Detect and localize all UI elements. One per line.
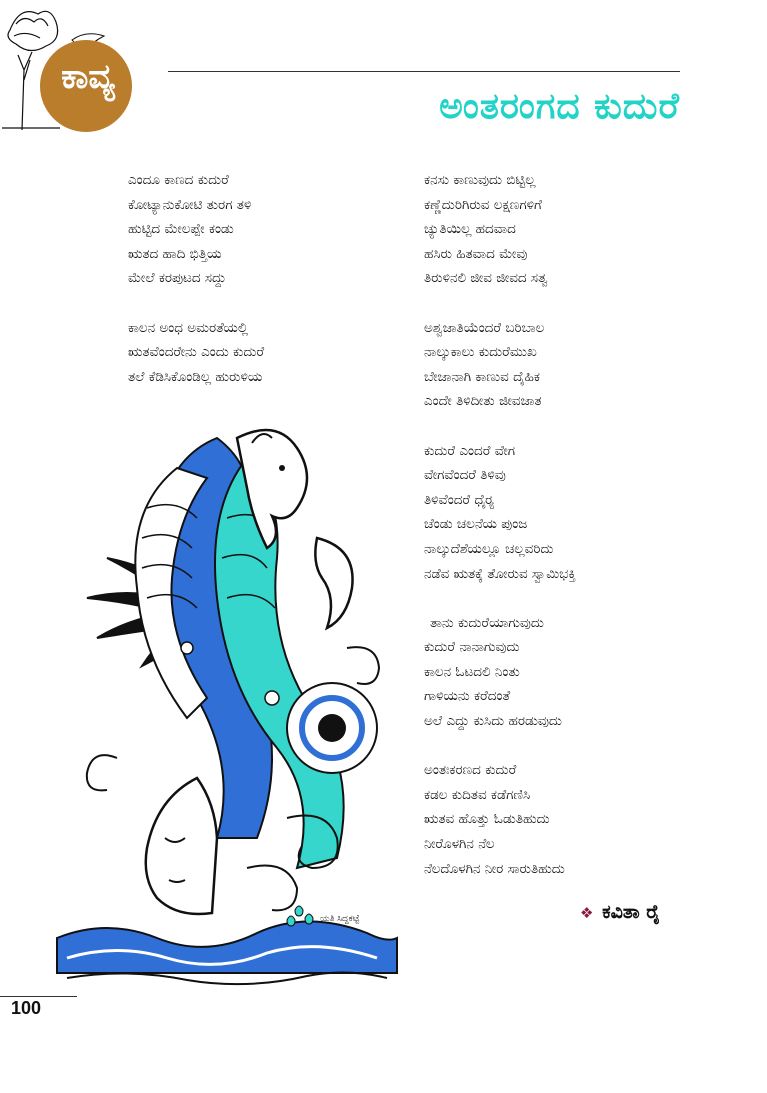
poem-line: ಎಂದೂ ಕಾಣದ ಕುದುರೆ [128,172,229,188]
poem-line: ಕನಸು ಕಾಣುವುದು ಬಿಟ್ಟಿಲ್ಲ [424,172,536,188]
poem-line: ಋತವ ಹೊತ್ತು ಓಡುತಿಹುದು [424,811,550,828]
poem-line: ನೀರೊಳಗಿನ ನೆಲ [424,836,495,853]
poem-line: ಕೋಟ್ಯಾನುಕೋಟಿ ತುರಗ ತಳಿ [128,196,252,213]
poem-line: ಹಸಿರು ಹಿತವಾದ ಮೇವು [424,245,528,262]
poem-line: ಬೇಜಾನಾಗಿ ಕಾಣುವ ದೈಹಿಕ [424,368,540,385]
poem-column-right [424,168,724,906]
poem-line: ಕುದುರೆ ಎಂದರೆ ವೇಗ [424,442,516,459]
author-name: ಕವಿತಾ ರೈ [602,901,661,923]
poem-line: ನಾಲ್ಕುಕಾಲು ಕುದುರೆಮುಖ [424,344,537,361]
stanza [424,439,724,587]
poem-line: ಋತವೆಂದರೇನು ಎಂದು ಕುದುರೆ [128,344,265,361]
top-rule [168,71,680,72]
section-label: ಕಾವ್ಯ [61,57,115,97]
page-rule [0,996,77,997]
stanza [424,168,724,291]
horse-face-illustration [47,398,403,990]
section-logo [0,0,140,140]
poem-line: ಕಾಲನ ಅಂಧ ಅಮರತೆಯಲ್ಲಿ [128,319,249,336]
poem-line: ಚೆಂಡು ಚಲನೆಯ ಪುಂಜ [424,516,528,533]
poem-line: ಅಂತಃಕರಣದ ಕುದುರೆ [424,762,517,779]
poem-line: ಋತದ ಹಾದಿ ಭಿತ್ತಿಯ [128,245,222,262]
author-byline [580,901,660,923]
page-number: 100 [11,998,42,1018]
diamond-bullet-icon: ❖ [580,904,594,922]
poem-title: ಅಂತರಂಗದ ಕುದುರೆ [439,86,680,127]
poem-line: ಚ್ಯುತಿಯಿಲ್ಲ ಹದವಾದ [424,221,516,238]
poem-line: ತಿರುಳಿನಲಿ ಜೀವ ಜೀವದ ಸತ್ವ [424,270,548,287]
stanza [424,758,724,881]
poem-line: ಮೇಲೆ ಕರಪುಟದ ಸದ್ದು [128,270,227,287]
poem-line: ನೆಲದೊಳಗಿನ ನೀರ ಸಾರುತಿಹುದು [424,860,565,877]
poem-line: ಕಣ್ಣೆದುರಿಗಿರುವ ಲಕ್ಷಣಗಳಿಗೆ [424,196,542,213]
poem-line: ತಿಳಿವೆಂದರೆ ಧೈರ‍್ಯ [424,491,495,508]
stanza [424,611,724,734]
stanza [424,316,724,414]
poem-column-left [128,168,398,414]
poem-line: ತಾನು ಕುದುರೆಯಾಗುವುದು [430,614,544,631]
poem-line: ನಾಲ್ಕುದೆಶೆಯಲ್ಲೂ ಚಲ್ಲವರಿದು [424,540,554,557]
poem-line: ನಡೆವ ಋತಕ್ಕೆ ತೋರುವ ಸ್ವಾಮಿಭಕ್ತಿ [424,565,576,582]
poem-line: ಗಾಳಿಯನು ಕರೆದಂತೆ [424,688,511,705]
poem-line: ಕಾಲನ ಓಟದಲಿ ನಿಂತು [424,663,520,680]
poem-line: ತಲೆ ಕೆಡಿಸಿಕೊಂಡಿಲ್ಲ ಹುರುಳಿಯ [128,368,263,385]
stanza [128,168,398,291]
poem-line: ಹುಟ್ಟಿದ ಮೇಲಪ್ಪೇ ಕಂಡು [128,221,234,238]
artist-signature: ಯತಿ ಸಿದ್ದಕಟ್ಟೆ [320,914,360,924]
poem-line: ಕಡಲ ಕುದಿತವ ಕಡೆಗಣಿಸಿ [424,786,531,803]
poem-line: ವೇಗವೆಂದರೆ ತಿಳಿವು [424,467,506,484]
poem-line: ಅಲೆ ಎದ್ದು ಕುಸಿದು ಹರಡುವುದು [424,713,562,730]
poem-line: ಎಂದೇ ತಿಳಿದೀತು ಜೀವಜಾತ [424,393,542,410]
poem-line: ಕುದುರೆ ನಾನಾಗುವುದು [424,639,520,656]
poem-line: ಅಶ್ವಜಾತಿಯೆಂದರೆ ಬರಿಬಾಲ [424,319,545,336]
stanza [128,316,398,390]
